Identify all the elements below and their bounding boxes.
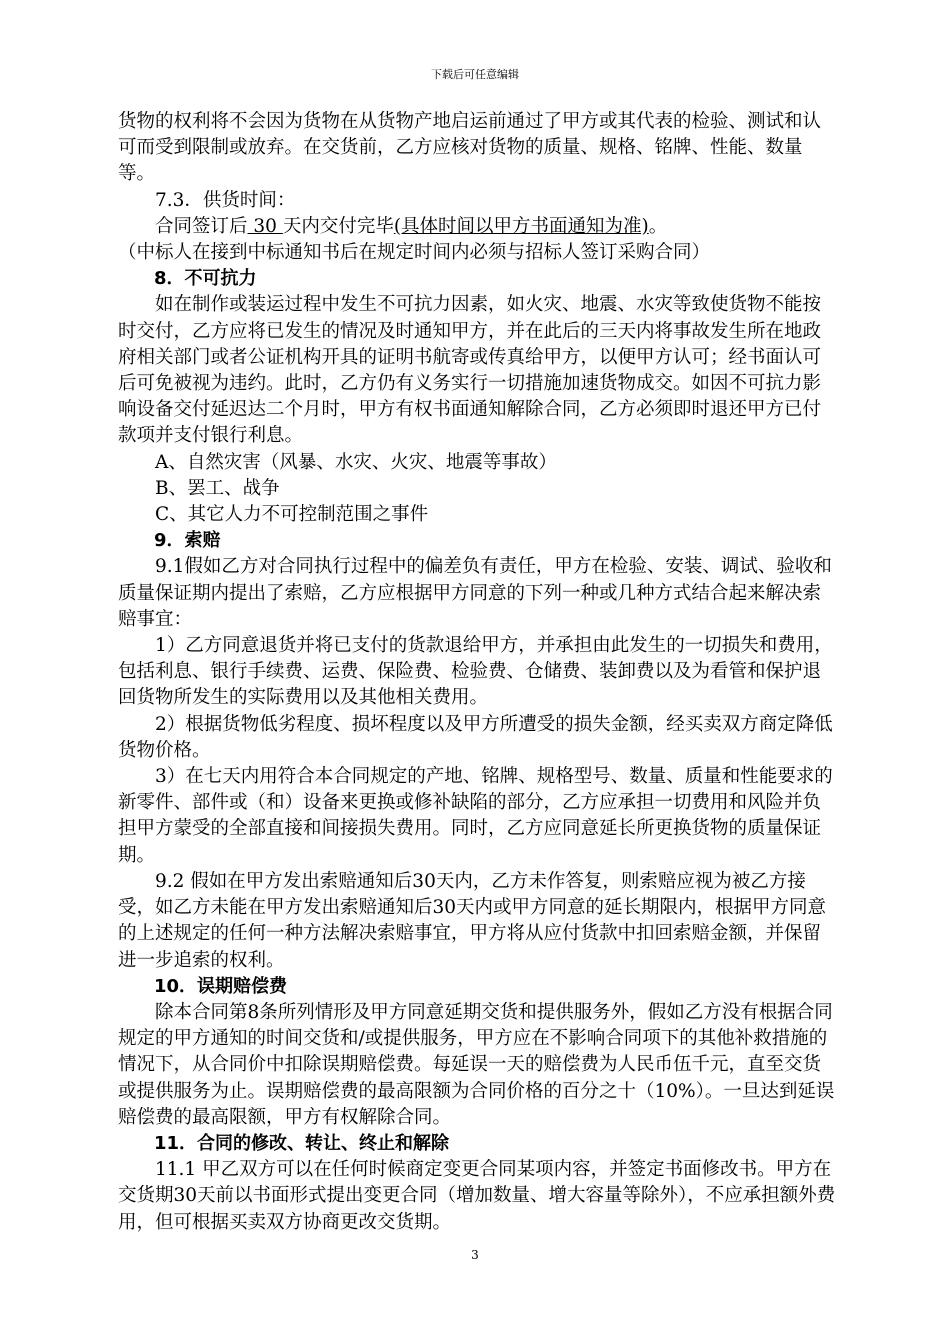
paragraph-goods-rights: 货物的权利将不会因为货物在从货物产地启运前通过了甲方或其代表的检验、测试和认可而受到限制或放弃。在交货前，乙方应核对货物的质量、规格、铭牌、性能、数量等。 xyxy=(118,111,822,185)
section-11-heading: 11．合同的修改、转让、终止和解除 xyxy=(154,1132,450,1154)
list-item-b: B、罢工、战争 xyxy=(155,477,280,499)
section-9-heading: 9．索赔 xyxy=(154,530,221,552)
document-body xyxy=(118,109,838,1236)
paragraph-9-1: 9.1假如乙方对合同执行过程中的偏差负有责任，甲方在检验、安装、调试、验收和质量保证期内提出了索赔，乙方应根据甲方同意的下列一种或几种方式结合起来解决索赔事宜： xyxy=(118,556,832,630)
delivery-note: (具体时间以甲方书面通知为准) xyxy=(393,215,649,237)
section-8-heading: 8．不可抗力 xyxy=(154,268,257,290)
page-header: 下载后可任意编辑 xyxy=(431,68,519,81)
paragraph-delay-compensation: 除本合同第8条所列情形及甲方同意延期交货和提供服务外，假如乙方没有根据合同规定的甲方通知的时间交货和/或提供服务，甲方应在不影响合同项下的其他补救措施的情况下，从合同价中扣除误期赔偿费。每延误一天的赔偿费为人民币伍千元，直至交货或提供服务为止。误期赔偿费的最高限额为合同价格的百分之十（10%）。一旦达到延误赔偿费的最高限额，甲方有权解除合同。 xyxy=(118,1001,835,1128)
delivery-text-a: 合同签订后 xyxy=(155,215,248,237)
list-item-c: C、其它人力不可控制范围之事件 xyxy=(155,504,429,526)
section-10-heading: 10．误期赔偿费 xyxy=(154,975,288,997)
paragraph-11-1: 11.1 甲乙双方可以在任何时候商定变更合同某项内容，并签定书面修改书。甲方在交货期30天前以书面形式提出变更合同（增加数量、增大容量等除外），不应承担额外费用，但可根据买卖双方协商更改交货期。 xyxy=(118,1159,836,1233)
delivery-text-e: 。 xyxy=(648,215,668,237)
page-number: 3 xyxy=(471,1248,479,1262)
paragraph-claim-3: 3）在七天内用符合本合同规定的产地、铭牌、规格型号、数量、质量和性能要求的新零件、部件或（和）设备来更换或修补缺陷的部分，乙方应承担一切费用和风险并负担甲方蒙受的全部直接和间接损失费用。同时，乙方应同意延长所更换货物的质量保证期。 xyxy=(118,766,833,866)
list-item-a: A、自然灾害（风暴、水灾、火灾、地震等事故） xyxy=(155,451,557,473)
delivery-days: 30 xyxy=(247,215,283,237)
paragraph-claim-2: 2）根据货物低劣程度、损坏程度以及甲方所遭受的损失金额，经买卖双方商定降低货物价格。 xyxy=(118,713,833,761)
clause-7-3-title: 7.3．供货时间： xyxy=(155,189,296,211)
delivery-text-c: 天内交付完毕 xyxy=(282,215,394,237)
paragraph-claim-1: 1）乙方同意退货并将已支付的货款退给甲方，并承担由此发生的一切损失和费用，包括利息、银行手续费、运费、保险费、检验费、仓储费、装卸费以及为看管和保护退回货物所发生的实际费用以及其他相关费用。 xyxy=(118,635,833,709)
paragraph-bidder-note: （中标人在接到中标通知书后在规定时间内必须与招标人签订采购合同） xyxy=(118,242,711,264)
paragraph-9-2: 9.2 假如在甲方发出索赔通知后30天内，乙方未作答复，则索赔应视为被乙方接受，如乙方未能在甲方发出索赔通知后30天内或甲方同意的延长期限内，根据甲方同意的上述规定的任何一种方法解决索赔事宜，甲方将从应付货款中扣回索赔金额，并保留进一步追索的权利。 xyxy=(118,870,827,971)
paragraph-force-majeure: 如在制作或装运过程中发生不可抗力因素，如火灾、地震、水灾等致使货物不能按时交付，乙方应将已发生的情况及时通知甲方，并在此后的三天内将事故发生所在地政府相关部门或者公证机构开具的证明书航寄或传真给甲方，以便甲方认可；经书面认可后可免被视为违约。此时，乙方仍有义务实行一切措施加速货物成交。如因不可抗力影响设备交付延迟达二个月时，甲方有权书面通知解除合同，乙方必须即时退还甲方已付款项并支付银行利息。 xyxy=(118,294,822,447)
paragraph-delivery-time xyxy=(118,214,838,240)
